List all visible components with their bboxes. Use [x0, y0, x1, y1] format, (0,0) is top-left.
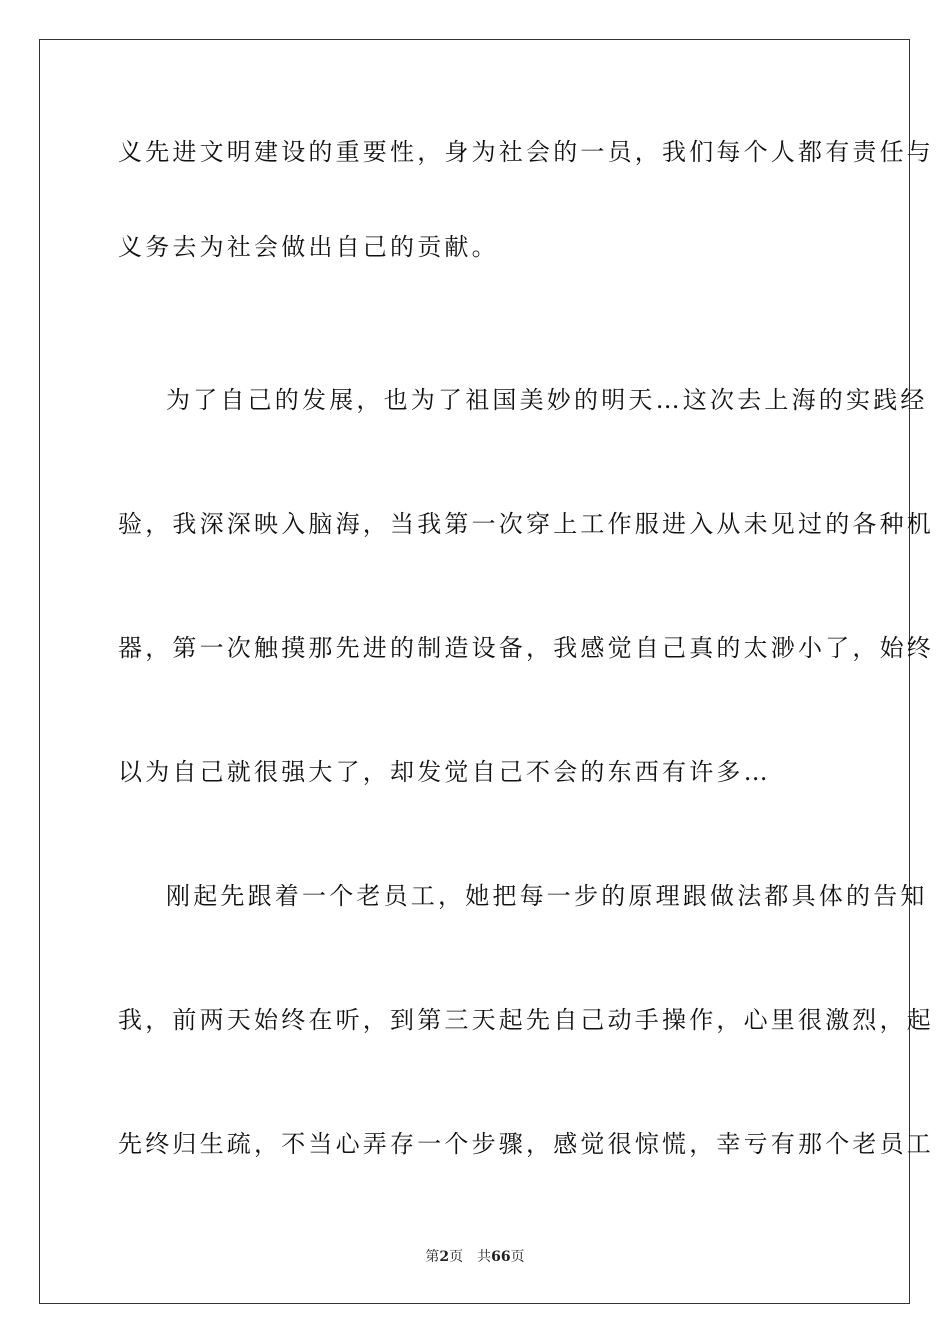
- text-line-2: 义务去为社会做出自己的贡献。: [118, 233, 499, 261]
- page-prefix: 第: [425, 1249, 440, 1265]
- text-line-8: 我，前两天始终在听，到第三天起先自己动手操作，心里很激烈，起: [118, 1006, 934, 1034]
- text-line-9: 先终归生疏，不当心弄存一个步骤，感觉很惊慌，幸亏有那个老员工: [118, 1130, 934, 1158]
- text-line-5: 器，第一次触摸那先进的制造设备，我感觉自己真的太渺小了，始终: [118, 634, 934, 662]
- total-pages: 66: [491, 1249, 511, 1265]
- total-prefix: 共: [477, 1249, 492, 1265]
- text-line-1: 义先进文明建设的重要性，身为社会的一员，我们每个人都有责任与: [118, 138, 934, 166]
- page-number: 2: [439, 1249, 450, 1265]
- total-suffix: 页: [510, 1249, 525, 1265]
- text-line-3: 为了自己的发展，也为了祖国美妙的明天…这次去上海的实践经: [166, 386, 928, 414]
- text-line-4: 验，我深深映入脑海，当我第一次穿上工作服进入从未见过的各种机: [118, 510, 934, 538]
- page-border: [39, 39, 934, 1304]
- text-line-7: 刚起先跟着一个老员工，她把每一步的原理跟做法都具体的告知: [166, 882, 928, 910]
- page-footer: [0, 1248, 950, 1266]
- page-suffix: 页: [449, 1249, 464, 1265]
- text-line-6: 以为自己就很强大了，却发觉自己不会的东西有许多…: [118, 758, 771, 786]
